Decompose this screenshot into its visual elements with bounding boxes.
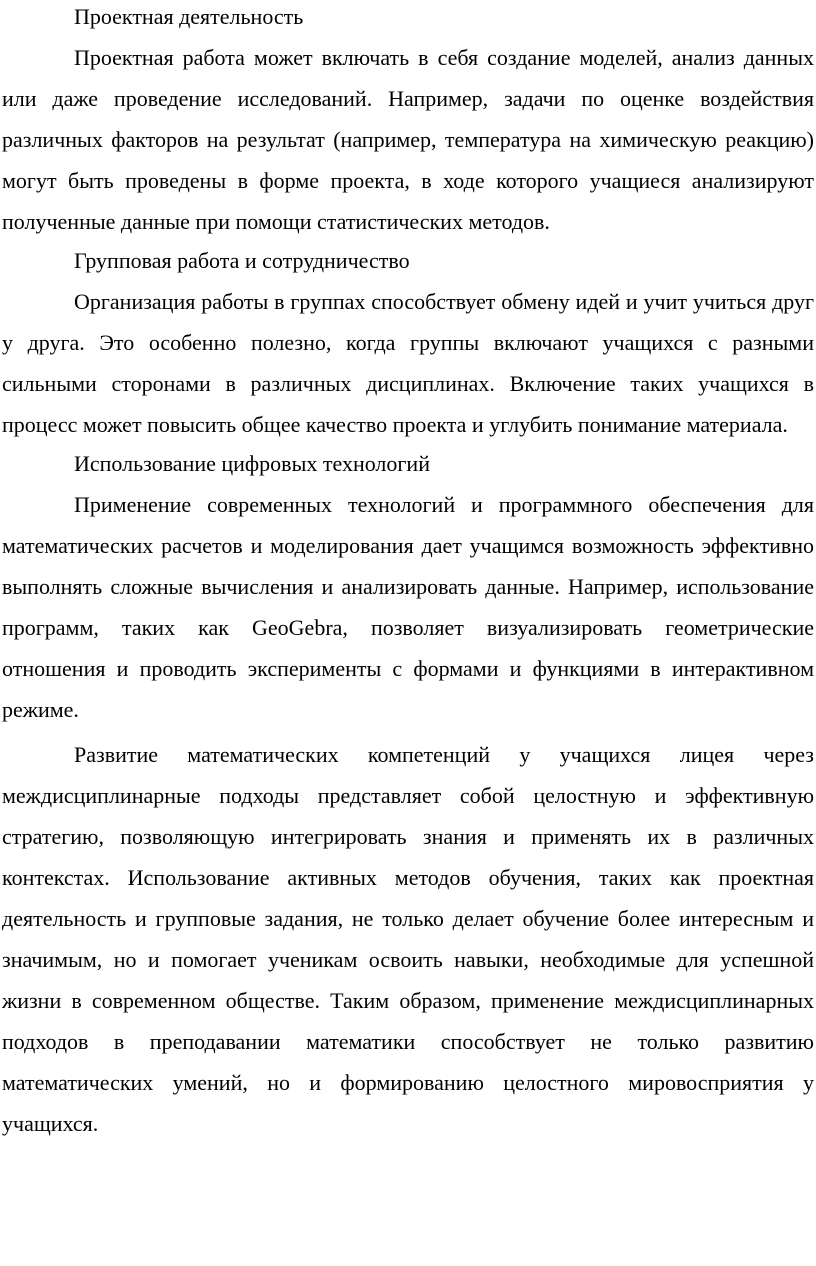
conclusion-paragraph: Развитие математических компетенций у учащихся лицея через междисциплинарные подходы представляет собой целостную и эффективную стратегию, позволяющую интегрировать знания и применять их в различных контекстах. Использование активных методов обучения, таких как проектная деятельность и групповые задания, не только делает обучение более интересным и значимым, но и помогает ученикам освоить навыки, необходимые для успешной жизни в современном обществе. Таким образом, применение междисциплинарных подходов в преподавании математики способствует не только развитию математических умений, но и формированию целостного мировосприятия у учащихся. <box>2 742 814 1136</box>
section-heading-project-activity: Проектная деятельность <box>74 4 304 29</box>
section-paragraph-digital-technologies: Применение современных технологий и программного обеспечения для математических расчетов и моделирования дает учащимся возможность эффективно выполнять сложные вычисления и анализировать данные. Например, использование программ, таких как GeoGebra, позволяет визуализировать геометрические отношения и проводить эксперименты с формами и функциями в интерактивном режиме. <box>2 492 814 722</box>
section-paragraph-project-activity: Проектная работа может включать в себя создание моделей, анализ данных или даже проведение исследований. Например, задачи по оценке воздействия различных факторов на результат (например, температура на химическую реакцию) могут быть проведены в форме проекта, в ходе которого учащиеся анализируют полученные данные при помощи статистических методов. <box>2 45 814 234</box>
section-heading-group-work: Групповая работа и сотрудничество <box>74 248 410 273</box>
section-paragraph-group-work: Организация работы в группах способствует обмену идей и учит учиться друг у друга. Это особенно полезно, когда группы включают учащихся с разными сильными сторонами в различных дисциплинах. Включение таких учащихся в процесс может повысить общее качество проекта и углубить понимание материала. <box>2 289 814 437</box>
section-heading-digital-technologies: Использование цифровых технологий <box>74 451 430 476</box>
